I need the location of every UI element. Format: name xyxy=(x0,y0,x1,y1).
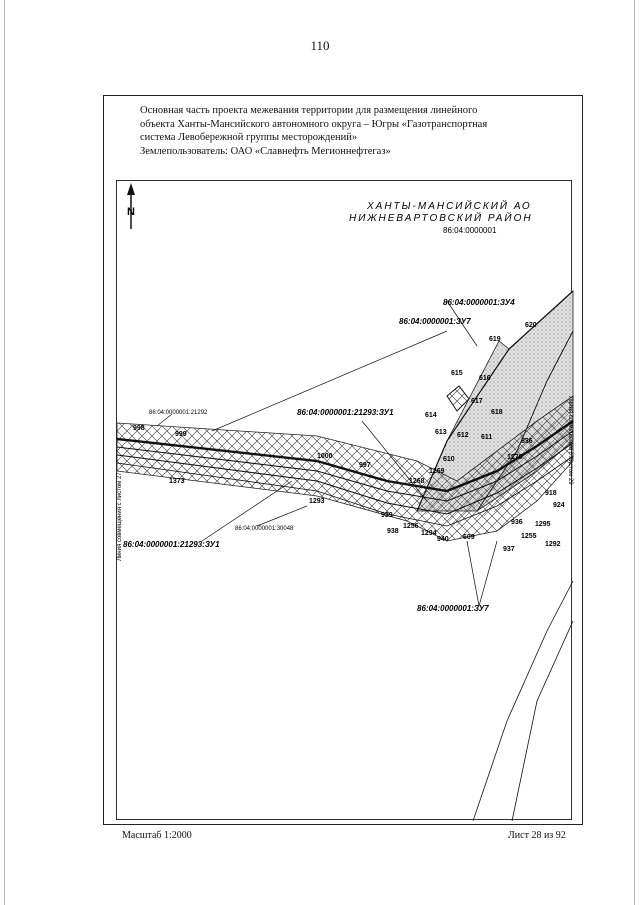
sheet-counter: Лист 28 из 92 xyxy=(508,830,566,841)
point-label: 998 xyxy=(133,425,145,432)
sheet-join-line-right: Линия совмещения с листом 29 xyxy=(567,396,573,485)
existing-parcel-21292-label: 86:04:0000001:21292 xyxy=(149,410,208,416)
header-line-4: Землепользователь: ОАО «Славнефть Мегионнефтегаз» xyxy=(140,145,391,157)
cadastral-block-label: 86:04:0000001 xyxy=(443,226,497,235)
point-label: 999 xyxy=(175,431,187,438)
point-label: 918 xyxy=(545,490,557,497)
north-label: N xyxy=(127,206,135,218)
point-label: 924 xyxy=(553,502,565,509)
point-label: 618 xyxy=(491,409,503,416)
parcel-zu4-label: 86:04:0000001:ЗУ4 xyxy=(443,298,515,307)
point-label: 1255 xyxy=(521,533,537,540)
point-label: 619 xyxy=(489,336,501,343)
point-label: 1295 xyxy=(535,521,551,528)
point-label: 609 xyxy=(463,534,475,541)
point-label: 612 xyxy=(457,432,469,439)
point-label: 936 xyxy=(511,519,523,526)
district-name: НИЖНЕВАРТОВСКИЙ РАЙОН xyxy=(349,213,533,224)
point-label: 616 xyxy=(479,375,491,382)
page-number: 110 xyxy=(310,38,330,53)
map-scale: Масштаб 1:2000 xyxy=(122,830,192,841)
point-label: 1268 xyxy=(409,478,425,485)
point-label: 1292 xyxy=(545,541,561,548)
point-label: 615 xyxy=(451,370,463,377)
point-label: 836 xyxy=(521,438,533,445)
north-arrow-icon xyxy=(127,183,135,229)
point-label: 1373 xyxy=(169,478,185,485)
parcel-21293-zu1-label-left: 86:04:0000001:21293:ЗУ1 xyxy=(123,540,220,549)
parcel-21293-zu1-label-mid: 86:04:0000001:21293:ЗУ1 xyxy=(297,408,394,417)
header-line-2: объекта Ханты-Мансийского автономного округа – Югры «Газотранспортная xyxy=(140,118,488,130)
point-label: 939 xyxy=(381,512,393,519)
point-label: 614 xyxy=(425,412,437,419)
point-label: 1256 xyxy=(403,523,419,530)
header-line-1: Основная часть проекта межевания территории для размещения линейного xyxy=(140,105,478,116)
point-label: 611 xyxy=(481,434,493,441)
map-drawing xyxy=(117,181,573,821)
scan-edge-right xyxy=(634,0,635,905)
point-label: 940 xyxy=(437,536,449,543)
cadastral-map xyxy=(116,180,572,820)
parcel-zu7-lower-boundary-2 xyxy=(512,621,573,821)
parcel-zu7-label-top: 86:04:0000001:ЗУ7 xyxy=(399,317,471,326)
point-label: 1270 xyxy=(507,454,523,461)
document-header xyxy=(140,104,560,158)
region-name: ХАНТЫ-МАНСИЙСКИЙ АО xyxy=(367,201,532,212)
point-label: 937 xyxy=(503,546,515,553)
scan-edge-left xyxy=(4,0,5,905)
point-label: 610 xyxy=(443,456,455,463)
point-label: 617 xyxy=(471,398,483,405)
point-label: 997 xyxy=(359,462,371,469)
parcel-zu7-lower-boundary xyxy=(473,581,573,821)
point-label: 1294 xyxy=(421,530,437,537)
parcel-zu7-label-bottom: 86:04:0000001:ЗУ7 xyxy=(417,604,489,613)
point-label: 938 xyxy=(387,528,399,535)
point-label: 620 xyxy=(525,322,537,329)
existing-parcel-30048-label: 86:04:0000001:30048 xyxy=(235,526,294,532)
point-label: 1293 xyxy=(309,498,325,505)
point-label: 613 xyxy=(435,429,447,436)
sheet-join-line-left: Линия совмещения с листом 27 xyxy=(117,472,123,561)
point-label: 1000 xyxy=(317,453,333,460)
header-line-3: система Левобережной группы месторождений» xyxy=(140,132,358,143)
point-label: 1269 xyxy=(429,468,445,475)
